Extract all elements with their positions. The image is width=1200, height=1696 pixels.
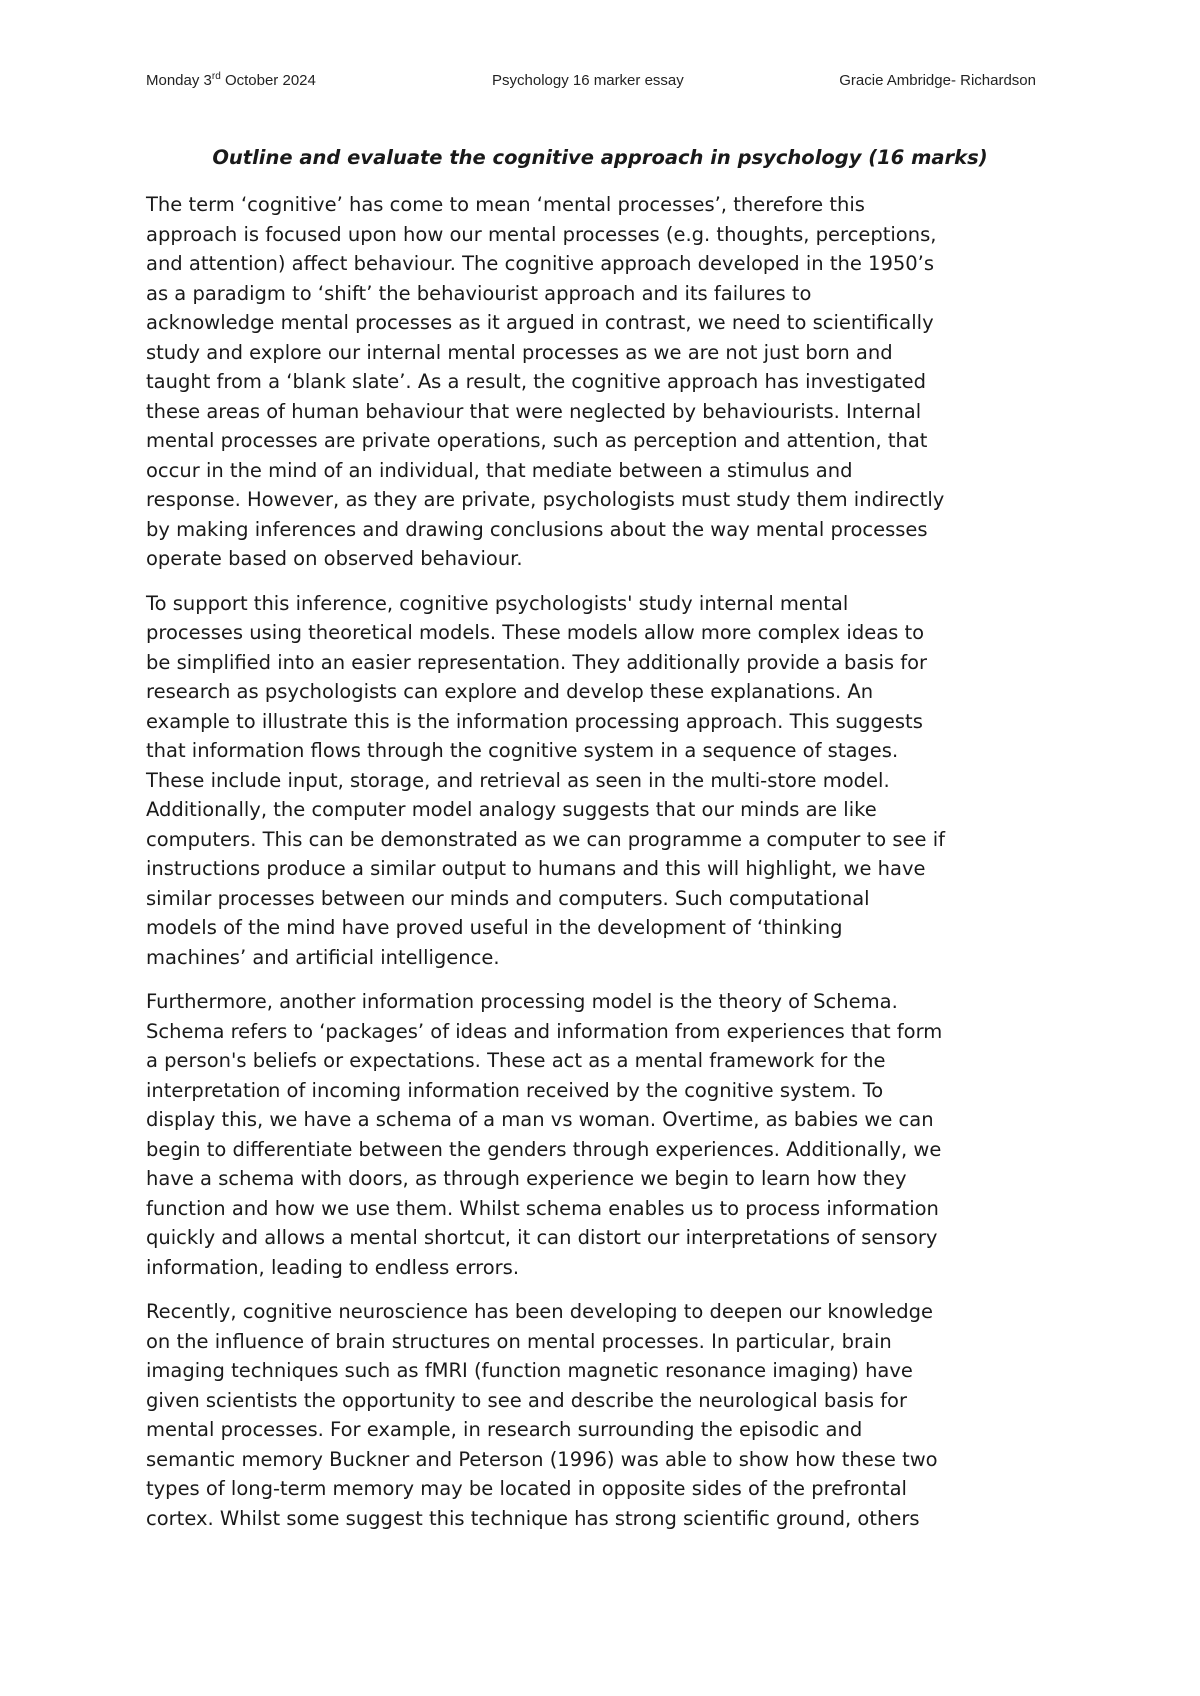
paragraph-line: occur in the mind of an individual, that mediate between a stimulus and xyxy=(146,458,853,482)
paragraph-line: taught from a ‘blank slate’. As a result, the cognitive approach has investigated xyxy=(146,370,927,393)
paragraph-line: response. However, as they are private, psychologists must study them indirectly xyxy=(146,488,945,511)
paragraph-line: example to illustrate this is the information processing approach. This suggests xyxy=(146,709,923,733)
header-author: Gracie Ambridge- Richardson xyxy=(839,72,1036,89)
essay-paragraph xyxy=(146,190,1076,574)
paragraph-line: be simplified into an easier representation. They additionally provide a basis for xyxy=(146,650,928,674)
paragraph-line: as a paradigm to ‘shift’ the behaviourist approach and its failures to xyxy=(146,281,812,305)
paragraph-line: mental processes. For example, in research surrounding the episodic and xyxy=(146,1418,863,1441)
paragraph-line: given scientists the opportunity to see and describe the neurological basis for xyxy=(146,1388,907,1412)
paragraph-line: similar processes between our minds and computers. Such computational xyxy=(146,886,870,910)
header-date xyxy=(146,72,316,89)
paragraph-line: begin to differentiate between the genders through experiences. Additionally, we xyxy=(146,1137,942,1161)
essay-title: Outline and evaluate the cognitive approach in psychology (16 marks) xyxy=(212,146,988,169)
paragraph-line: semantic memory Buckner and Peterson (1996) was able to show how these two xyxy=(146,1447,938,1471)
paragraph-line: cortex. Whilst some suggest this technique has strong scientific ground, others xyxy=(146,1506,920,1530)
paragraph-line: Additionally, the computer model analogy suggests that our minds are like xyxy=(146,798,877,821)
header-subject: Psychology 16 marker essay xyxy=(492,72,684,89)
paragraph-line: these areas of human behaviour that were neglected by behaviourists. Internal xyxy=(146,399,922,423)
paragraph-line: These include input, storage, and retrieval as seen in the multi-store model. xyxy=(146,768,890,792)
paragraph-line: acknowledge mental processes as it argued in contrast, we need to scientifically xyxy=(146,311,934,334)
essay-paragraph xyxy=(146,987,1076,1282)
paragraph-line: The term ‘cognitive’ has come to mean ‘mental processes’, therefore this xyxy=(146,193,865,216)
paragraph-line: on the influence of brain structures on mental processes. In particular, brain xyxy=(146,1329,892,1353)
paragraph-line: Schema refers to ‘packages’ of ideas and information from experiences that form xyxy=(146,1019,943,1043)
paragraph-line: research as psychologists can explore and develop these explanations. An xyxy=(146,680,874,703)
header-date-suffix: October 2024 xyxy=(220,72,316,89)
paragraph-line: have a schema with doors, as through experience we begin to learn how they xyxy=(146,1167,907,1190)
paragraph-line: To support this inference, cognitive psychologists' study internal mental xyxy=(146,591,849,615)
paragraph-line: that information flows through the cognitive system in a sequence of stages. xyxy=(146,739,899,762)
page-header xyxy=(146,72,1036,94)
paragraph-line: instructions produce a similar output to humans and this will highlight, we have xyxy=(146,857,926,880)
paragraph-line: display this, we have a schema of a man vs woman. Overtime, as babies we can xyxy=(146,1108,934,1131)
essay-body xyxy=(146,190,1076,1548)
paragraph-line: function and how we use them. Whilst schema enables us to process information xyxy=(146,1196,939,1220)
paragraph-line: by making inferences and drawing conclusions about the way mental processes xyxy=(146,517,928,541)
paragraph-line: processes using theoretical models. These models allow more complex ideas to xyxy=(146,621,925,644)
essay-paragraph xyxy=(146,589,1076,973)
paragraph-line: approach is focused upon how our mental processes (e.g. thoughts, perceptions, xyxy=(146,222,937,246)
paragraph-line: a person's beliefs or expectations. These act as a mental framework for the xyxy=(146,1049,886,1072)
paragraph-line: study and explore our internal mental processes as we are not just born and xyxy=(146,340,893,364)
paragraph-line: interpretation of incoming information received by the cognitive system. To xyxy=(146,1078,884,1102)
paragraph-line: information, leading to endless errors. xyxy=(146,1255,520,1279)
paragraph-line: operate based on observed behaviour. xyxy=(146,547,523,570)
paragraph-line: Furthermore, another information processing model is the theory of Schema. xyxy=(146,990,898,1013)
paragraph-line: Recently, cognitive neuroscience has been developing to deepen our knowledge xyxy=(146,1300,934,1323)
paragraph-line: quickly and allows a mental shortcut, it can distort our interpretations of sensory xyxy=(146,1226,938,1249)
paragraph-line: types of long-term memory may be located in opposite sides of the prefrontal xyxy=(146,1477,907,1500)
paragraph-line: machines’ and artificial intelligence. xyxy=(146,945,500,969)
paragraph-line: imaging techniques such as fMRI (function magnetic resonance imaging) have xyxy=(146,1359,913,1382)
paragraph-line: and attention) affect behaviour. The cognitive approach developed in the 1950’s xyxy=(146,252,935,275)
header-date-superscript: rd xyxy=(211,71,221,82)
paragraph-line: computers. This can be demonstrated as we can programme a computer to see if xyxy=(146,827,946,851)
header-date-prefix: Monday 3 xyxy=(146,72,212,89)
paragraph-line: mental processes are private operations, such as perception and attention, that xyxy=(146,429,928,452)
essay-paragraph xyxy=(146,1297,1076,1533)
paragraph-line: models of the mind have proved useful in the development of ‘thinking xyxy=(146,916,843,939)
